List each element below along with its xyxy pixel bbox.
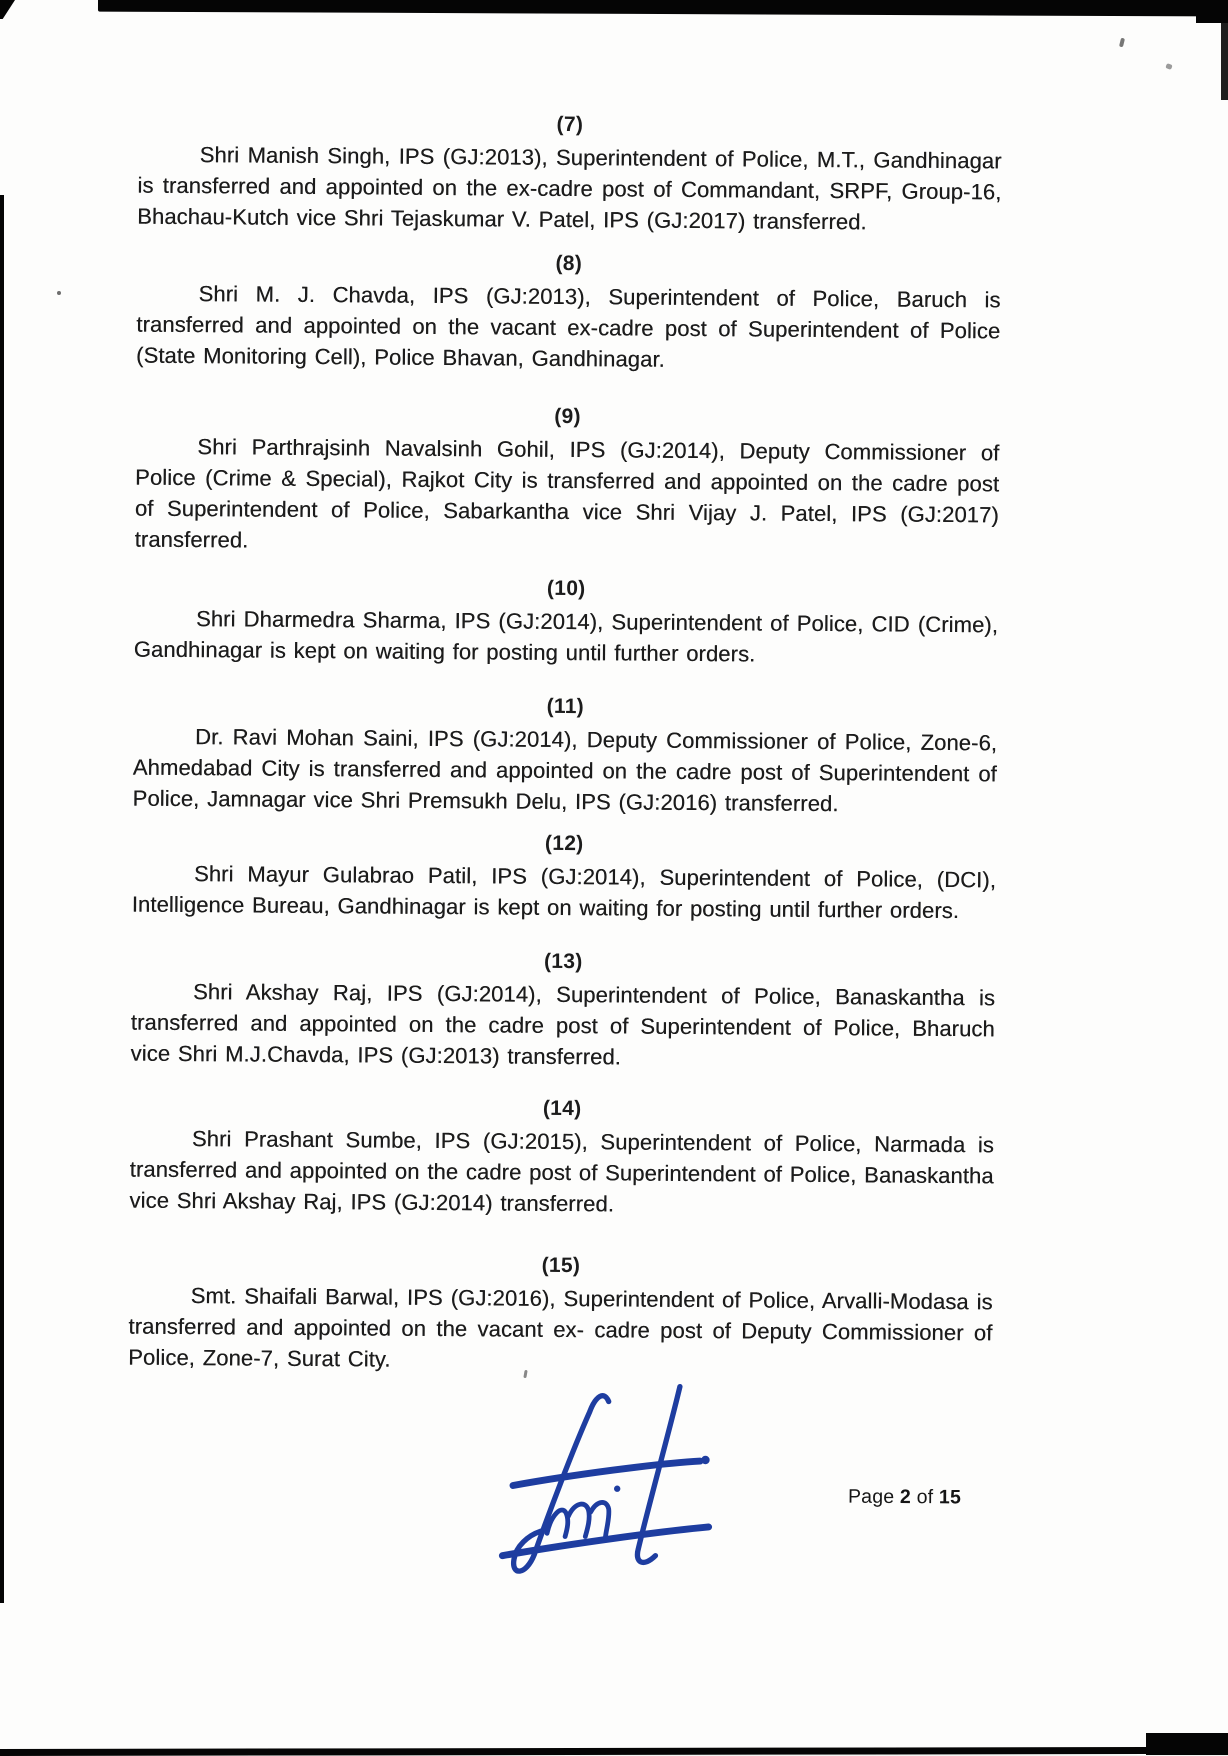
paragraph-number: (14) — [542, 1096, 582, 1121]
order-text-block — [128, 109, 1002, 1380]
scan-artifact-left-strip — [0, 195, 4, 1603]
footer-word-page: Page — [847, 1485, 895, 1508]
scan-speck — [57, 291, 61, 295]
scan-artifact-bottom-right-blob — [1146, 1733, 1228, 1755]
scan-speck — [1119, 38, 1125, 48]
paragraph-number: (11) — [546, 694, 585, 719]
paragraph-text: Shri M. J. Chavda, IPS (GJ:2013), Superintendent of Police, Baruch is transferred and appointed on the vacant ex-cadre post of Superintendent of Police (State Monitoring Cell), Police Bhavan, Gandhinagar. — [135, 281, 1001, 372]
paragraph-number: (7) — [556, 112, 584, 137]
order-paragraph-8 — [136, 248, 1001, 378]
scan-artifact-top-left-wedge — [0, 0, 15, 19]
footer-page-number: 2 — [899, 1485, 912, 1509]
paragraph-text: Shri Mayur Gulabrao Patil, IPS (GJ:2014), Superintendent of Police, (DCI), Intelligence Bureau, Gandhinagar is kept on waiting for posting until further orders. — [131, 861, 997, 924]
paragraph-number: (15) — [541, 1253, 581, 1278]
order-paragraph-15 — [128, 1250, 993, 1380]
paragraph-text: Smt. Shaifali Barwal, IPS (GJ:2016), Superintendent of Police, Arvalli-Modasa is transferred and appointed on the vacant ex- cadre post of Deputy Commissioner of Police, Zone-7, Surat City. — [128, 1283, 993, 1372]
paragraph-text: Shri Dharmedra Sharma, IPS (GJ:2014), Superintendent of Police, CID (Crime), Gandhinagar is kept on waiting for posting until further orders. — [133, 606, 999, 667]
order-paragraph-10 — [134, 573, 999, 672]
scan-artifact-top-bar — [98, 0, 1214, 16]
paragraph-number: (9) — [554, 404, 581, 429]
order-paragraph-7 — [137, 109, 1002, 239]
page-footer — [848, 1486, 961, 1510]
paragraph-text: Shri Prashant Sumbe, IPS (GJ:2015), Superintendent of Police, Narmada is transferred and appointed on the cadre post of Superintendent of Police, Banaskantha vice Shri Akshay Raj, IPS (GJ:2014) transferred. — [129, 1126, 994, 1217]
footer-total-pages: 15 — [938, 1486, 962, 1509]
paragraph-text: Shri Parthrajsinh Navalsinh Gohil, IPS (GJ:2014), Deputy Commissioner of Police (Crime & Special), Rajkot City is transferred and appointed on the cadre post of Superintendent of Police, Sabarkantha vice Shri Vijay J. Patel, IPS (GJ:2017) transferred. — [134, 434, 1000, 553]
paragraph-number: (10) — [546, 576, 586, 601]
paragraph-text: Dr. Ravi Mohan Saini, IPS (GJ:2014), Deputy Commissioner of Police, Zone-6, Ahmedabad City is transferred and appointed on the cadre post of Superintendent of Police, Jamnagar vice Shri Premsukh Delu, IPS (GJ:2016) transferred. — [132, 724, 998, 817]
order-paragraph-13 — [130, 946, 995, 1076]
signature-icon — [468, 1376, 760, 1578]
order-paragraph-14 — [129, 1093, 994, 1223]
paragraph-number: (13) — [543, 949, 583, 974]
paragraph-number: (12) — [544, 831, 584, 856]
order-paragraph-11 — [132, 691, 997, 821]
order-paragraph-9 — [135, 401, 1000, 562]
footer-word-of: of — [916, 1486, 934, 1509]
paragraph-text: Shri Manish Singh, IPS (GJ:2013), Superintendent of Police, M.T., Gandhinagar is transferred and appointed on the ex-cadre post of Commandant, SRPF, Group-16, Bhachau-Kutch vice Shri Tejaskumar V. Patel, IPS (GJ:2017) transferred. — [137, 142, 1002, 235]
order-paragraph-12 — [132, 828, 997, 927]
paragraph-text: Shri Akshay Raj, IPS (GJ:2014), Superintendent of Police, Banaskantha is transferred and appointed on the cadre post of Superintendent of Police, Bharuch vice Shri M.J.Chavda, IPS (GJ:2013) transferred. — [130, 979, 996, 1070]
paragraph-number: (8) — [555, 251, 583, 276]
scan-artifact-right-strip — [1221, 20, 1228, 100]
scan-speck — [1165, 63, 1172, 70]
